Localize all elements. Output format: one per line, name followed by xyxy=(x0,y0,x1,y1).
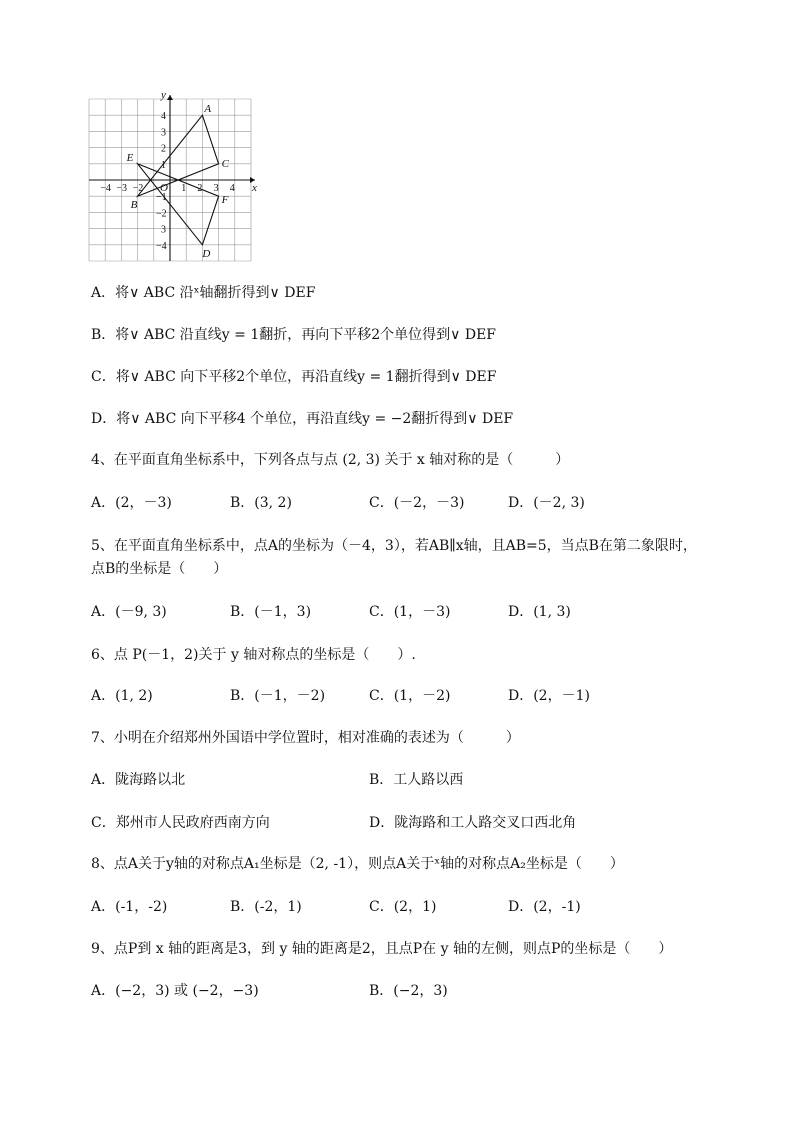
y-tick-label: 1 xyxy=(161,159,166,171)
q8-option-b: B．(-2，1) xyxy=(230,899,302,915)
y-tick-label: −4 xyxy=(156,240,167,252)
x-tick-label: 2 xyxy=(197,183,203,194)
q3-option-d: D．将∨ ABC 向下平移4 个单位，再沿直线y = −2翻折得到∨ DEF xyxy=(91,411,514,427)
q5-stem-line1: 5、在平面直角坐标系中，点A的坐标为（－4，3），若AB∥x轴，且AB=5，当点B在第二象限时， xyxy=(91,538,697,554)
q4-option-b: B．(3, 2) xyxy=(230,495,292,511)
q7-stem: 7、小明在介绍郑州外国语中学位置时，相对准确的表述为（ ） xyxy=(91,730,520,746)
point-label-f: F xyxy=(221,194,229,207)
q4-option-c: C．(－2，－3) xyxy=(369,495,465,511)
y-axis-arrow xyxy=(167,95,173,100)
y-tick-label: 2 xyxy=(161,143,166,155)
y-tick-label: 4 xyxy=(161,111,166,123)
x-tick-label: 1 xyxy=(181,183,187,194)
q4-stem: 4、在平面直角坐标系中，下列各点与点 (2, 3) 关于 x 轴对称的是（ ） xyxy=(91,452,570,468)
point-label-d: D xyxy=(202,247,211,260)
q7-option-d: D．陇海路和工人路交叉口西北角 xyxy=(369,815,577,831)
q8-stem: 8、点A关于y轴的对称点A₁坐标是（2, -1），则点A关于ˣ轴的对称点A₂坐标是（ ） xyxy=(91,856,624,872)
x-tick-label: −3 xyxy=(116,183,128,194)
y-tick-label: 3 xyxy=(161,127,166,139)
q6-stem: 6、点 P(－1，2)关于 y 轴对称点的坐标是（ ）. xyxy=(91,647,416,663)
q7-option-b: B．工人路以西 xyxy=(369,772,464,788)
point-label-e: E xyxy=(126,151,134,164)
q4-option-a: A．(2，－3) xyxy=(91,495,172,511)
q6-option-c: C．(1，－2) xyxy=(369,688,451,704)
triangle-abc xyxy=(138,115,219,196)
q9-option-b: B．(−2，3) xyxy=(369,983,448,999)
x-tick-label: 4 xyxy=(229,183,235,194)
y-tick-label: 3 xyxy=(161,224,166,236)
q8-option-d: D．(2，-1) xyxy=(508,899,581,915)
q4-option-d: D．(－2, 3) xyxy=(508,495,585,511)
y-axis-label: y xyxy=(161,89,166,101)
q8-option-c: C．(2，1) xyxy=(369,899,437,915)
q5-option-d: D．(1, 3) xyxy=(508,604,571,620)
q3-option-c: C．将∨ ABC 向下平移2个单位，再沿直线y = 1翻折得到∨ DEF xyxy=(91,369,497,385)
q6-option-a: A．(1, 2) xyxy=(91,688,153,704)
x-axis-label: x xyxy=(252,182,257,194)
q7-option-a: A．陇海路以北 xyxy=(91,772,186,788)
x-tick-label: −2 xyxy=(132,183,144,194)
q9-option-a: A．(−2，3) 或 (−2，−3) xyxy=(91,983,259,999)
point-label-a: A xyxy=(204,103,212,116)
q5-option-a: A．(－9, 3) xyxy=(91,604,167,620)
y-tick-label: −2 xyxy=(156,208,167,220)
triangle-def xyxy=(138,164,219,245)
q6-option-d: D．(2，－1) xyxy=(508,688,590,704)
q9-stem: 9、点P到 x 轴的距离是3，到 y 轴的距离是2，且点P在 y 轴的左侧，则点P的坐标是（ ） xyxy=(91,941,673,957)
point-label-b: B xyxy=(130,199,138,212)
q7-option-c: C．郑州市人民政府西南方向 xyxy=(91,815,270,831)
x-tick-label: −4 xyxy=(100,183,111,194)
q8-option-a: A．(-1，-2) xyxy=(91,899,168,915)
q6-option-b: B．(－1，－2) xyxy=(230,688,326,704)
x-tick-label: 3 xyxy=(213,183,219,194)
origin-label: O xyxy=(160,182,168,194)
point-label-c: C xyxy=(221,157,229,170)
q3-option-b: B．将∨ ABC 沿直线y = 1翻折，再向下平移2个单位得到∨ DEF xyxy=(91,327,497,343)
q5-option-c: C．(1，－3) xyxy=(369,604,451,620)
coordinate-figure xyxy=(88,89,258,264)
y-tick-label: −1 xyxy=(156,192,167,204)
q3-option-a: A．将∨ ABC 沿ˣ轴翻折得到∨ DEF xyxy=(91,285,316,301)
q5-option-b: B．(－1，3) xyxy=(230,604,312,620)
q5-stem-line2: 点B的坐标是（ ） xyxy=(91,561,228,577)
